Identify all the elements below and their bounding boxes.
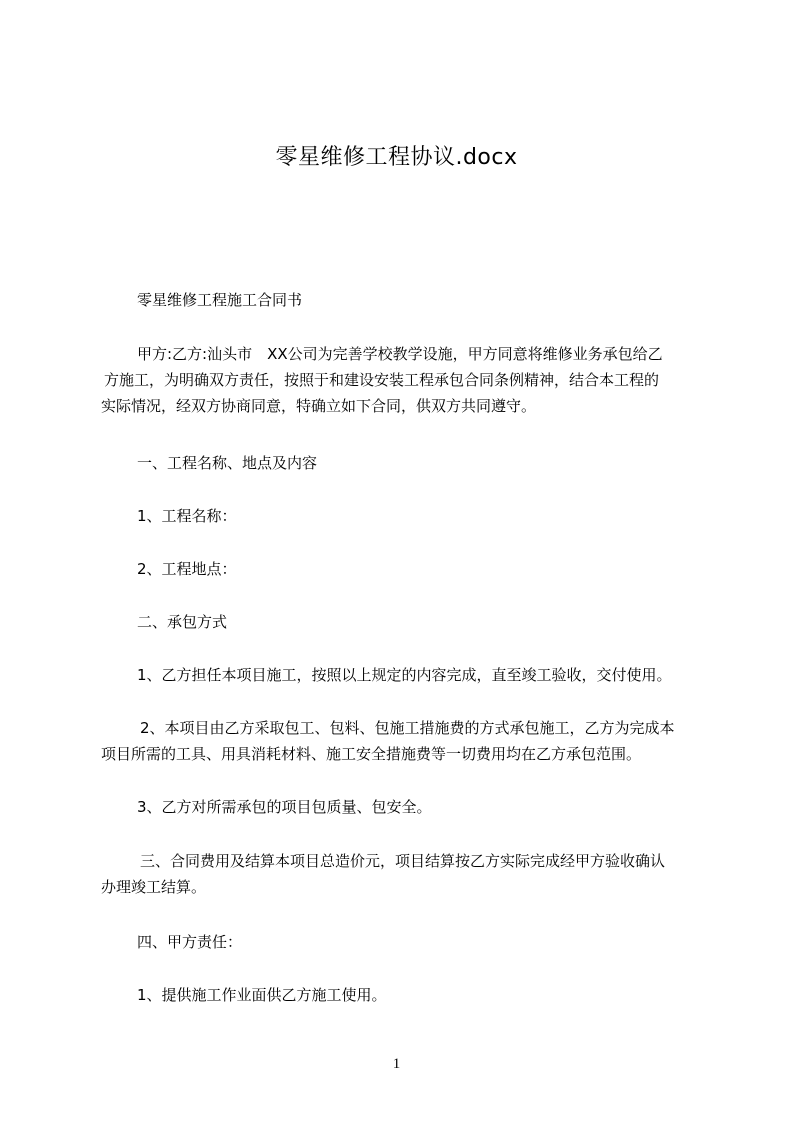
intro-line-3: 实际情况，经双方协商同意，特确立如下合同，供双方共同遵守。 xyxy=(101,397,537,415)
section-4-heading: 四、甲方责任： xyxy=(137,933,243,951)
intro-line-1: 甲方:乙方:汕头市 XX公司为完善学校教学设施，甲方同意将维修业务承包给乙 xyxy=(137,345,663,363)
document-title: 零星维修工程协议.docx xyxy=(275,145,518,170)
section-4-item-1: 1、提供施工作业面供乙方施工使用。 xyxy=(137,986,387,1004)
section-2-heading: 二、承包方式 xyxy=(137,613,228,631)
page-number: 1 xyxy=(392,1056,401,1072)
section-1-item-2: 2、工程地点： xyxy=(137,560,237,578)
contract-subtitle: 零星维修工程施工合同书 xyxy=(137,291,303,309)
section-2-item-2-line-2: 项目所需的工具、用具消耗材料、施工安全措施费等一切费用均在乙方承包范围。 xyxy=(101,745,642,763)
section-3-line-1: 三、合同费用及结算本项目总造价元，项目结算按乙方实际完成经甲方验收确认 xyxy=(140,852,666,870)
section-2-item-3: 3、乙方对所需承包的项目包质量、包安全。 xyxy=(137,798,432,816)
intro-line-2: 方施工，为明确双方责任，按照于和建设安装工程承包合同条例精神，结合本工程的 xyxy=(104,371,660,389)
section-1-heading: 一、工程名称、地点及内容 xyxy=(137,454,318,472)
section-2-item-1: 1、乙方担任本项目施工，按照以上规定的内容完成，直至竣工验收，交付使用。 xyxy=(137,666,672,684)
section-2-item-2-line-1: 2、本项目由乙方采取包工、包料、包施工措施费的方式承包施工，乙方为完成本 xyxy=(140,719,675,737)
section-3-line-2: 办理竣工结算。 xyxy=(101,878,207,896)
section-1-item-1: 1、工程名称： xyxy=(137,507,237,525)
